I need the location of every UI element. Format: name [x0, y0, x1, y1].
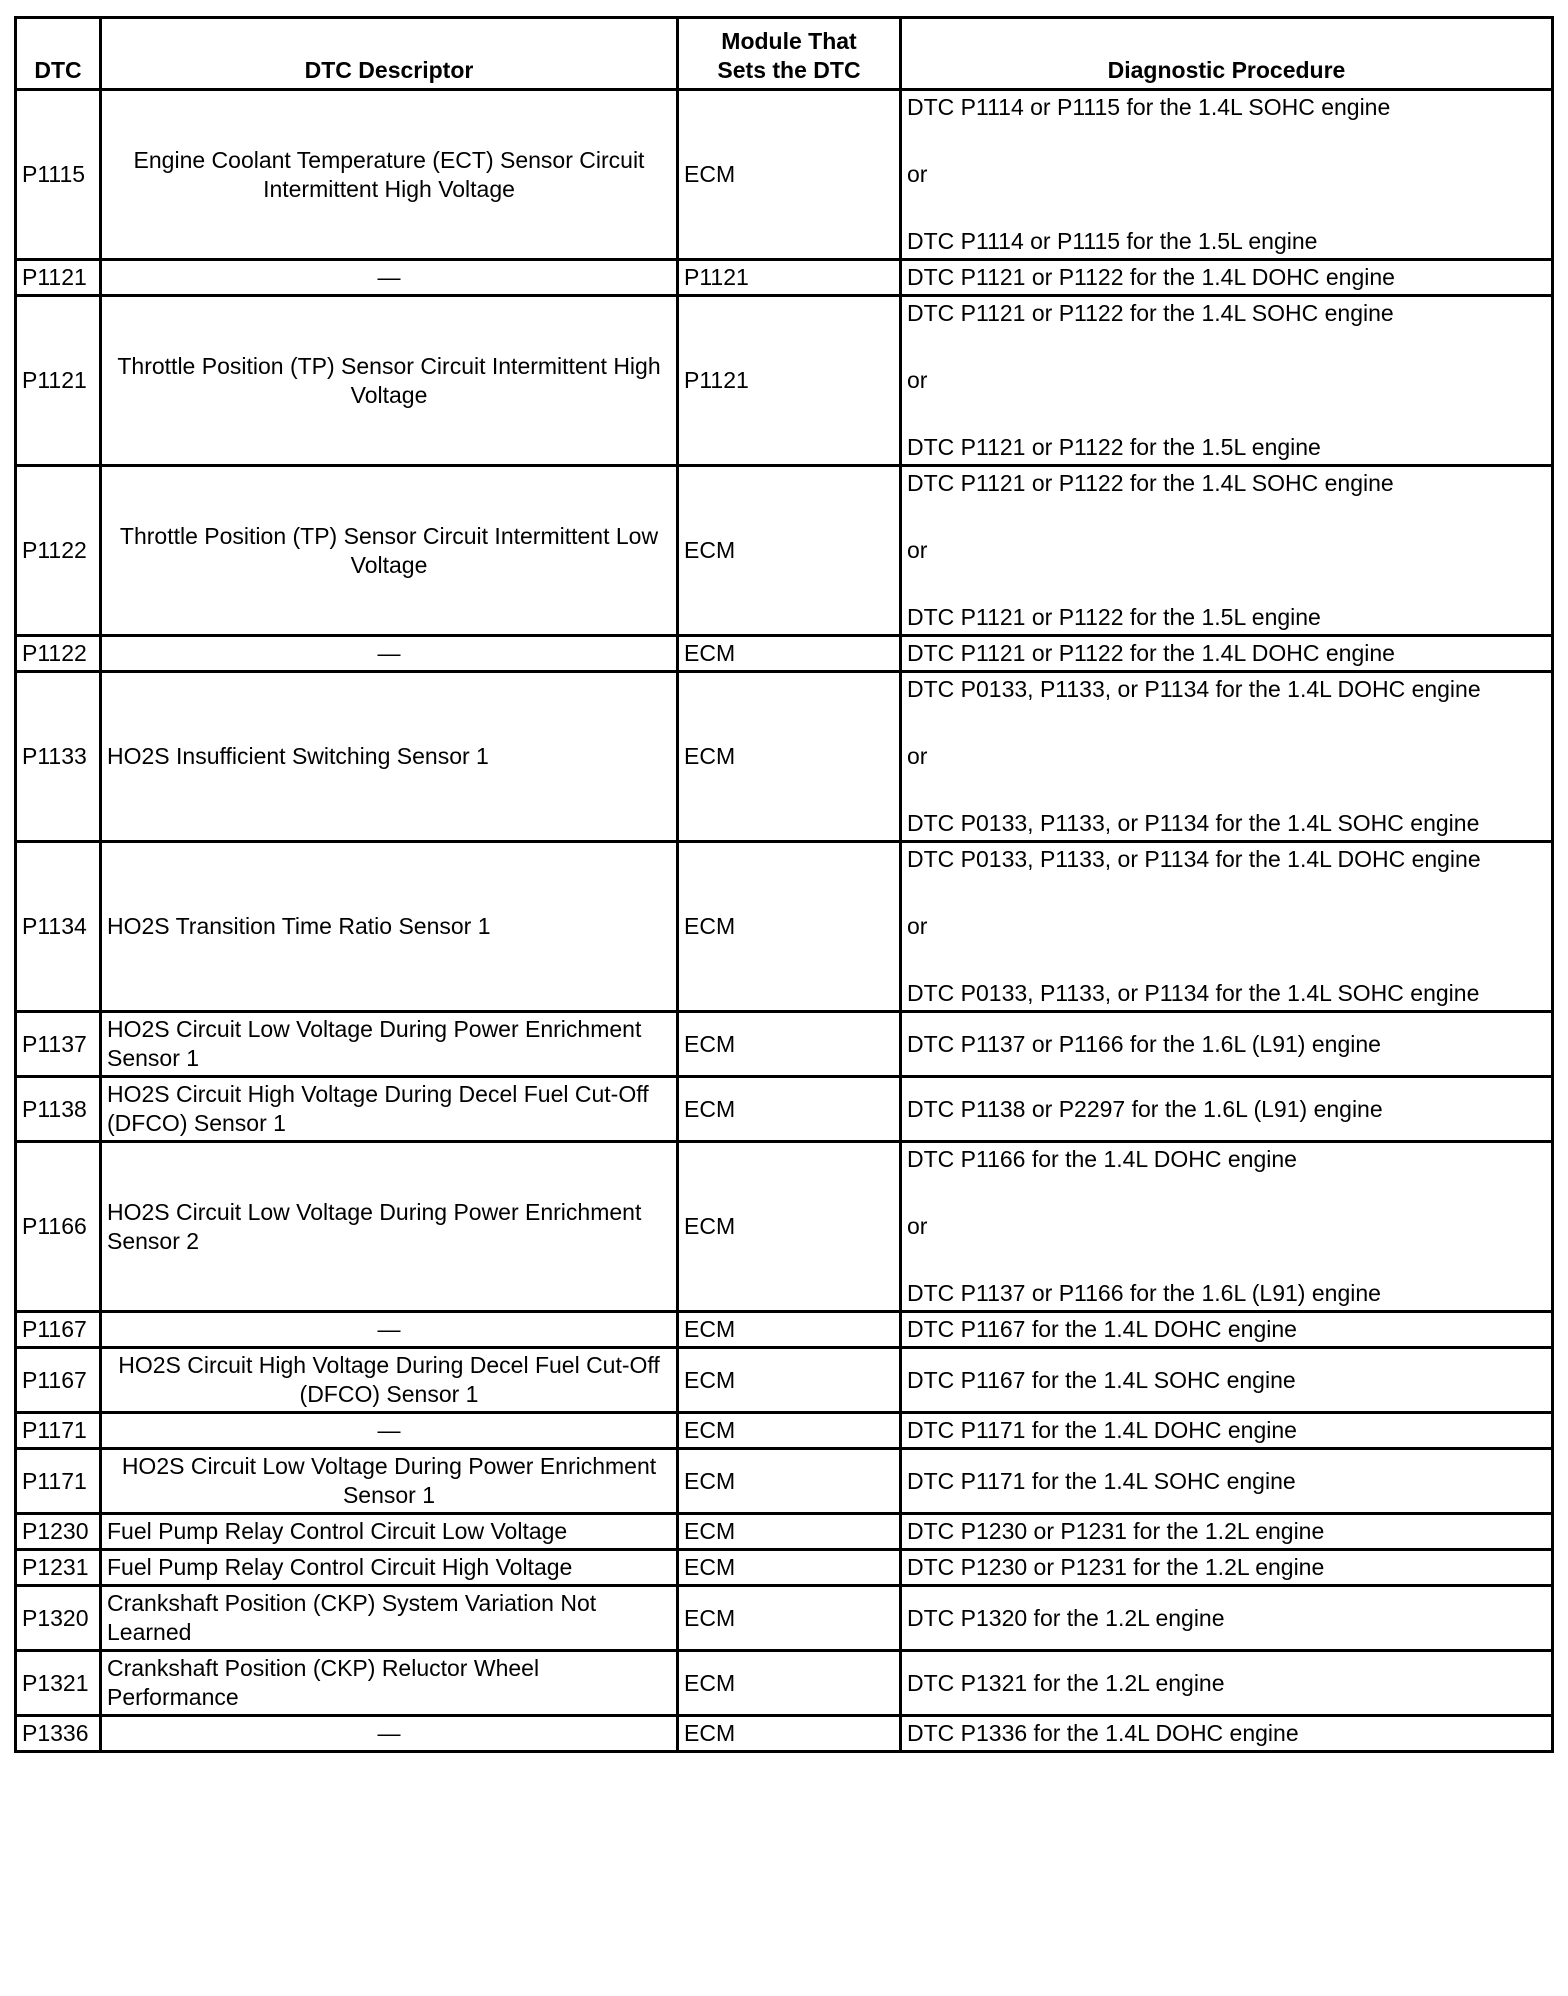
procedure-link-text: DTC P1114 or P1115 for the 1.5L engine	[907, 228, 1318, 254]
dtc-code-cell: P1171	[16, 1413, 101, 1449]
procedure-link-text: DTC P1121 or P1122 for the 1.4L SOHC engine	[907, 470, 1394, 496]
dtc-code-cell: P1336	[16, 1716, 101, 1752]
module-cell: ECM	[678, 1312, 901, 1348]
diagnostic-procedure-cell	[901, 1651, 1553, 1716]
procedure-or-text: or	[907, 743, 928, 769]
module-cell: ECM	[678, 1077, 901, 1142]
diagnostic-procedure-cell	[901, 1413, 1553, 1449]
header-module-line1: Module That	[721, 28, 857, 54]
dtc-descriptor-cell: HO2S Insufficient Switching Sensor 1	[101, 672, 678, 842]
dtc-descriptor-cell: HO2S Circuit Low Voltage During Power Enrichment Sensor 1	[101, 1449, 678, 1514]
table-row	[16, 636, 1553, 672]
procedure-or-text: or	[907, 367, 928, 393]
module-cell: ECM	[678, 842, 901, 1012]
dtc-descriptor-cell: Crankshaft Position (CKP) Reluctor Wheel Performance	[101, 1651, 678, 1716]
table-row	[16, 1514, 1553, 1550]
module-cell: P1121	[678, 296, 901, 466]
diagnostic-procedure-cell	[901, 1077, 1553, 1142]
header-procedure: Diagnostic Procedure	[901, 18, 1553, 90]
module-cell: ECM	[678, 1449, 901, 1514]
table-row	[16, 1348, 1553, 1413]
diagnostic-procedure-cell	[901, 90, 1553, 260]
dtc-descriptor-cell: —	[101, 260, 678, 296]
dtc-code-cell: P1171	[16, 1449, 101, 1514]
header-row	[16, 18, 1553, 90]
dtc-code-cell: P1121	[16, 296, 101, 466]
table-row	[16, 842, 1553, 1012]
procedure-link-text: DTC P1121 or P1122 for the 1.4L DOHC engine	[907, 640, 1395, 666]
procedure-link-text: DTC P1121 or P1122 for the 1.4L DOHC engine	[907, 264, 1395, 290]
procedure-or-text: or	[907, 161, 928, 187]
dtc-table	[14, 16, 1554, 1753]
dtc-code-cell: P1133	[16, 672, 101, 842]
module-cell: ECM	[678, 672, 901, 842]
table-row	[16, 1012, 1553, 1077]
diagnostic-procedure-cell	[901, 1449, 1553, 1514]
procedure-or-text: or	[907, 1213, 928, 1239]
table-row	[16, 1716, 1553, 1752]
module-cell: ECM	[678, 1413, 901, 1449]
table-row	[16, 296, 1553, 466]
table-row	[16, 672, 1553, 842]
module-cell: ECM	[678, 1651, 901, 1716]
diagnostic-procedure-cell	[901, 1716, 1553, 1752]
dtc-table-container	[14, 16, 1554, 1753]
procedure-link-text: DTC P1121 or P1122 for the 1.5L engine	[907, 434, 1321, 460]
header-dtc: DTC	[16, 18, 101, 90]
diagnostic-procedure-cell	[901, 1348, 1553, 1413]
module-cell: ECM	[678, 636, 901, 672]
procedure-link-text: DTC P0133, P1133, or P1134 for the 1.4L SOHC engine	[907, 980, 1480, 1006]
dtc-descriptor-cell: Fuel Pump Relay Control Circuit High Voltage	[101, 1550, 678, 1586]
table-row	[16, 1651, 1553, 1716]
dtc-descriptor-cell: HO2S Circuit High Voltage During Decel Fuel Cut-Off (DFCO) Sensor 1	[101, 1077, 678, 1142]
diagnostic-procedure-cell	[901, 1142, 1553, 1312]
procedure-link-text: DTC P1336 for the 1.4L DOHC engine	[907, 1720, 1299, 1746]
module-cell: ECM	[678, 90, 901, 260]
procedure-link-text: DTC P1230 or P1231 for the 1.2L engine	[907, 1518, 1325, 1544]
dtc-descriptor-cell: HO2S Transition Time Ratio Sensor 1	[101, 842, 678, 1012]
procedure-link-text: DTC P1121 or P1122 for the 1.5L engine	[907, 604, 1321, 630]
dtc-code-cell: P1134	[16, 842, 101, 1012]
procedure-link-text: DTC P1171 for the 1.4L SOHC engine	[907, 1467, 1296, 1494]
procedure-or-text: or	[907, 537, 928, 563]
procedure-or-text: or	[907, 913, 928, 939]
procedure-link-text: DTC P0133, P1133, or P1134 for the 1.4L DOHC engine	[907, 846, 1481, 872]
procedure-link-text: DTC P0133, P1133, or P1134 for the 1.4L SOHC engine	[907, 810, 1480, 836]
table-row	[16, 1142, 1553, 1312]
dtc-descriptor-cell: Engine Coolant Temperature (ECT) Sensor Circuit Intermittent High Voltage	[101, 90, 678, 260]
diagnostic-procedure-cell	[901, 1012, 1553, 1077]
module-cell: ECM	[678, 1012, 901, 1077]
table-row	[16, 1413, 1553, 1449]
table-body	[16, 90, 1553, 1752]
procedure-link-text: DTC P1167 for the 1.4L SOHC engine	[907, 1366, 1296, 1393]
module-cell: P1121	[678, 260, 901, 296]
dtc-descriptor-cell: —	[101, 1716, 678, 1752]
diagnostic-procedure-cell	[901, 1586, 1553, 1651]
diagnostic-procedure-cell	[901, 842, 1553, 1012]
dtc-descriptor-cell: Fuel Pump Relay Control Circuit Low Voltage	[101, 1514, 678, 1550]
dtc-code-cell: P1138	[16, 1077, 101, 1142]
dtc-descriptor-cell: HO2S Circuit High Voltage During Decel Fuel Cut-Off (DFCO) Sensor 1	[101, 1348, 678, 1413]
table-row	[16, 90, 1553, 260]
header-descriptor: DTC Descriptor	[101, 18, 678, 90]
table-row	[16, 1312, 1553, 1348]
dtc-code-cell: P1167	[16, 1348, 101, 1413]
table-row	[16, 1550, 1553, 1586]
dtc-code-cell: P1167	[16, 1312, 101, 1348]
dtc-descriptor-cell: HO2S Circuit Low Voltage During Power Enrichment Sensor 2	[101, 1142, 678, 1312]
procedure-link-text: DTC P1137 or P1166 for the 1.6L (L91) engine	[907, 1280, 1381, 1306]
dtc-code-cell: P1137	[16, 1012, 101, 1077]
diagnostic-procedure-cell	[901, 296, 1553, 466]
header-module-line2: Sets the DTC	[717, 57, 861, 83]
procedure-link-text: DTC P1321 for the 1.2L engine	[907, 1669, 1225, 1696]
procedure-link-text: DTC P1230 or P1231 for the 1.2L engine	[907, 1554, 1325, 1580]
dtc-descriptor-cell: —	[101, 1312, 678, 1348]
procedure-link-text: DTC P1320 for the 1.2L engine	[907, 1604, 1225, 1631]
module-cell: ECM	[678, 1716, 901, 1752]
module-cell: ECM	[678, 1348, 901, 1413]
dtc-code-cell: P1231	[16, 1550, 101, 1586]
dtc-descriptor-cell: Crankshaft Position (CKP) System Variation Not Learned	[101, 1586, 678, 1651]
table-row	[16, 1077, 1553, 1142]
procedure-link-text: DTC P1137 or P1166 for the 1.6L (L91) engine	[907, 1030, 1381, 1057]
dtc-code-cell: P1166	[16, 1142, 101, 1312]
table-row	[16, 1449, 1553, 1514]
dtc-code-cell: P1320	[16, 1586, 101, 1651]
module-cell: ECM	[678, 1514, 901, 1550]
table-row	[16, 466, 1553, 636]
dtc-descriptor-cell: Throttle Position (TP) Sensor Circuit Intermittent Low Voltage	[101, 466, 678, 636]
table-row	[16, 1586, 1553, 1651]
procedure-link-text: DTC P1114 or P1115 for the 1.4L SOHC engine	[907, 94, 1391, 120]
procedure-link-text: DTC P1121 or P1122 for the 1.4L SOHC engine	[907, 300, 1394, 326]
procedure-link-text: DTC P1138 or P2297 for the 1.6L (L91) engine	[907, 1095, 1383, 1122]
dtc-code-cell: P1321	[16, 1651, 101, 1716]
dtc-descriptor-cell: —	[101, 1413, 678, 1449]
procedure-link-text: DTC P1167 for the 1.4L DOHC engine	[907, 1316, 1297, 1342]
module-cell: ECM	[678, 1550, 901, 1586]
dtc-descriptor-cell: Throttle Position (TP) Sensor Circuit Intermittent High Voltage	[101, 296, 678, 466]
procedure-link-text: DTC P1171 for the 1.4L DOHC engine	[907, 1417, 1297, 1443]
dtc-code-cell: P1122	[16, 636, 101, 672]
procedure-link-text: DTC P1166 for the 1.4L DOHC engine	[907, 1146, 1297, 1172]
module-cell: ECM	[678, 1142, 901, 1312]
diagnostic-procedure-cell	[901, 672, 1553, 842]
diagnostic-procedure-cell	[901, 636, 1553, 672]
module-cell: ECM	[678, 466, 901, 636]
dtc-code-cell: P1230	[16, 1514, 101, 1550]
dtc-descriptor-cell: —	[101, 636, 678, 672]
diagnostic-procedure-cell	[901, 1514, 1553, 1550]
diagnostic-procedure-cell	[901, 1312, 1553, 1348]
dtc-code-cell: P1122	[16, 466, 101, 636]
dtc-code-cell: P1121	[16, 260, 101, 296]
header-module	[678, 18, 901, 90]
module-cell: ECM	[678, 1586, 901, 1651]
dtc-descriptor-cell: HO2S Circuit Low Voltage During Power Enrichment Sensor 1	[101, 1012, 678, 1077]
procedure-link-text: DTC P0133, P1133, or P1134 for the 1.4L DOHC engine	[907, 676, 1481, 702]
diagnostic-procedure-cell	[901, 260, 1553, 296]
table-row	[16, 260, 1553, 296]
diagnostic-procedure-cell	[901, 466, 1553, 636]
dtc-code-cell: P1115	[16, 90, 101, 260]
diagnostic-procedure-cell	[901, 1550, 1553, 1586]
